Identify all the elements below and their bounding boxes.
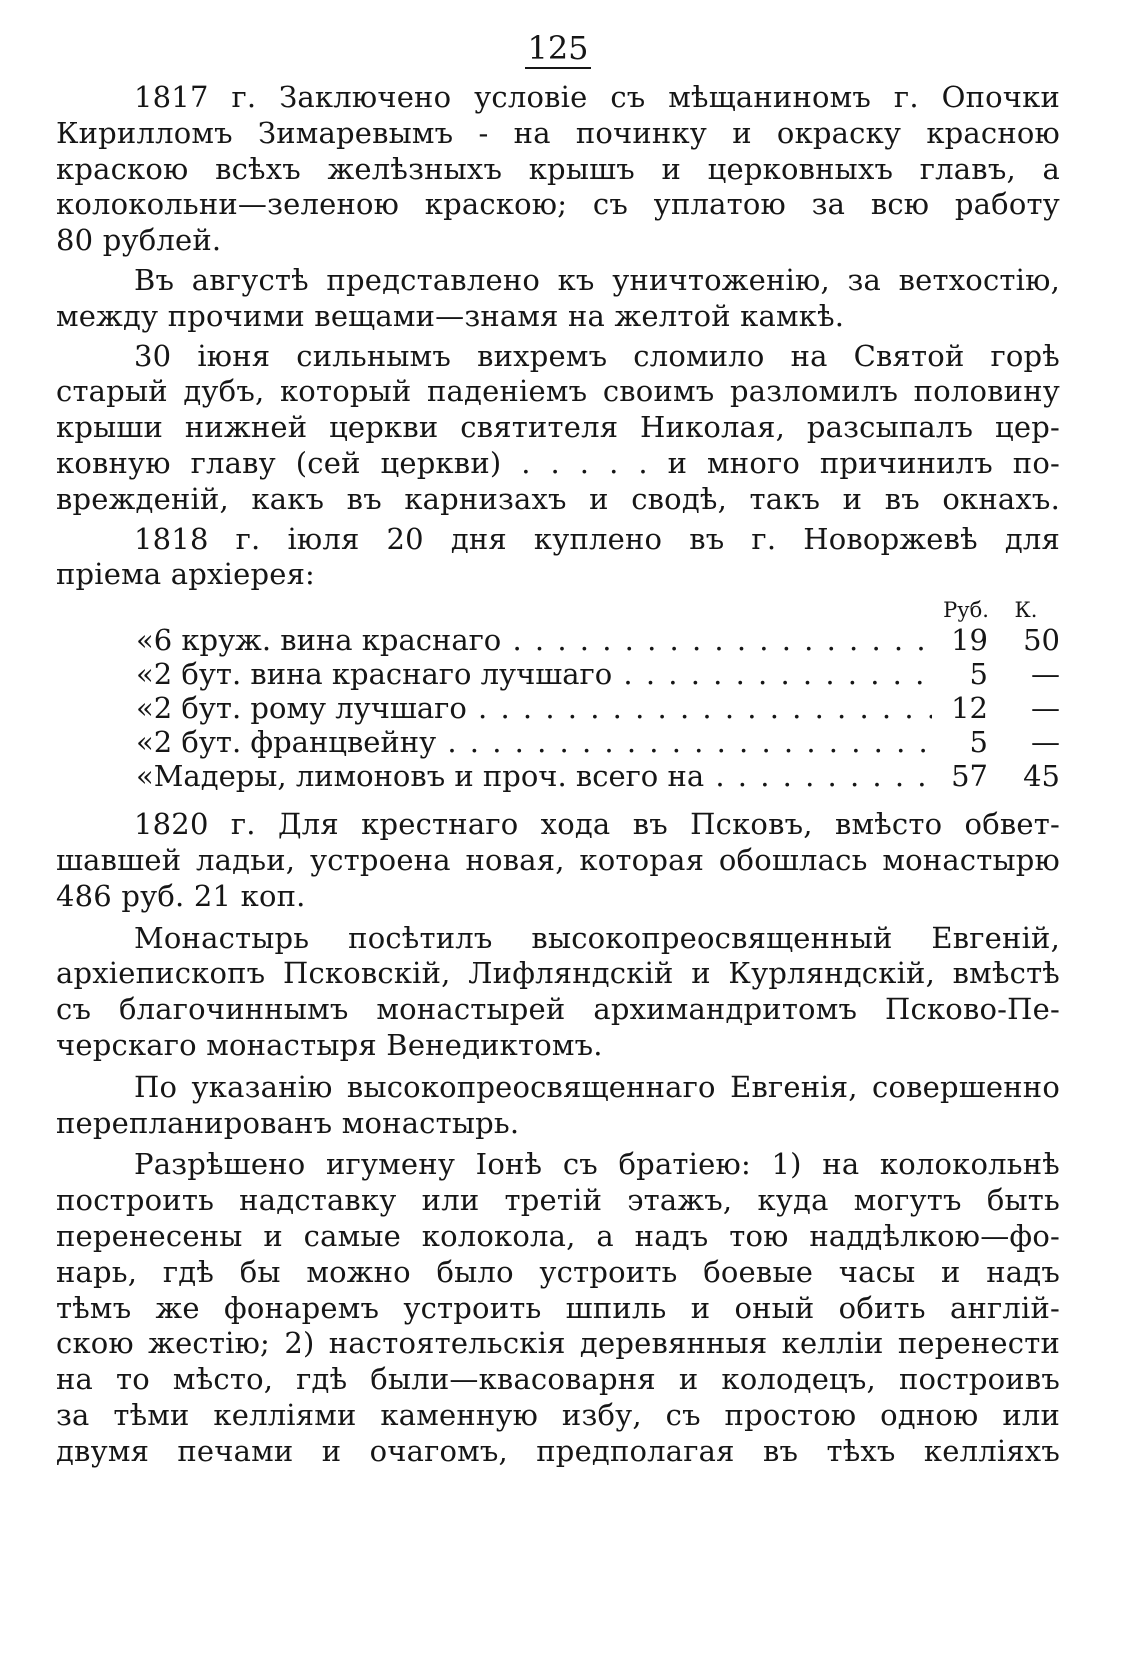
header-rub: Руб.	[943, 598, 989, 623]
purchase-row	[56, 691, 1060, 725]
header-kop: К.	[1014, 598, 1038, 623]
text-line: крыши нижней церкви святителя Николая, разсыпалъ цер-	[56, 410, 1060, 445]
text-line: черскаго монастыря Венедиктомъ.	[56, 1027, 603, 1062]
purchase-item: «6 круж. вина краснаго . .	[136, 623, 932, 657]
purchase-rub: 12	[951, 691, 988, 726]
text-line: По указанію высокопреосвященнаго Евгенія, совершенно	[134, 1069, 1060, 1104]
text-line: 1820 г. Для крестнаго хода въ Псковъ, вмѣсто обвет-	[134, 807, 1060, 842]
text-line: 30 іюня сильнымъ вихремъ сломило на Святой горѣ	[134, 338, 1060, 373]
text-line: двумя печами и очагомъ, предполагая въ тѣхъ келліяхъ	[56, 1433, 1060, 1468]
text-line: ковную главу (сей церкви) . . . . . и много причинилъ по-	[56, 445, 1060, 480]
purchase-rub: 57	[951, 759, 988, 794]
text-line: Кирилломъ Зимаревымъ - на починку и окраску красною	[56, 115, 1060, 150]
purchase-row	[56, 759, 1060, 793]
paragraph-archbishop-visit	[56, 921, 1060, 1064]
paragraph-1820-boat	[56, 807, 1060, 914]
text-line: построить надставку или третій этажъ, куда могутъ быть	[56, 1183, 1060, 1218]
text-line: между прочими вещами—знамя на желтой камкѣ.	[56, 298, 845, 333]
purchase-kop: —	[1031, 657, 1060, 692]
paragraph-permission-iona	[56, 1147, 1060, 1469]
text-line: старый дубъ, который паденіемъ своимъ разломилъ половину	[56, 374, 1060, 409]
purchase-item: «Мадеры, лимоновъ и проч. всего на . .	[136, 759, 932, 793]
purchase-kop: —	[1031, 725, 1060, 760]
purchase-item: «2 бут. рому лучшаго . .	[136, 691, 932, 725]
text-line: Монастырь посѣтилъ высокопреосвященный Евгеній,	[134, 920, 1060, 955]
purchase-table-header	[56, 597, 1060, 623]
text-line: за тѣми келліями каменную избу, съ простою одною или	[56, 1397, 1060, 1432]
text-line: шавшей ладьи, устроена новая, которая обошлась монастырю	[56, 842, 1060, 877]
text-line: краскою всѣхъ желѣзныхъ крышъ и церковныхъ главъ, а	[56, 151, 1060, 186]
purchase-item: «2 бут. францвейну . .	[136, 725, 932, 759]
paragraph-1818-purchase	[56, 522, 1060, 594]
paragraph-oak-storm	[56, 339, 1060, 518]
text-line: нарь, гдѣ бы можно было устроить боевые часы и надъ	[56, 1254, 1060, 1289]
book-page	[56, 28, 1060, 1628]
purchase-kop: 50	[1023, 623, 1060, 658]
text-line: перенесены и самые колокола, а надъ тою наддѣлкою—фо-	[56, 1218, 1060, 1253]
text-line: перепланированъ монастырь.	[56, 1105, 520, 1140]
text-line: 486 руб. 21 коп.	[56, 878, 306, 913]
paragraph-august-banner	[56, 263, 1060, 335]
text-line: на то мѣсто, гдѣ были—квасоварня и колодецъ, построивъ	[56, 1362, 1060, 1397]
text-line: тѣмъ же фонаремъ устроить шпиль и оный обить англій-	[56, 1290, 1060, 1325]
page-number-text: 125	[527, 29, 589, 67]
text-line: съ благочиннымъ монастырей архимандритомъ Псково-Пе-	[56, 992, 1060, 1027]
text-line: колокольни—зеленою краскою; съ уплатою за всю работу	[56, 187, 1060, 222]
text-line: Въ августѣ представлено къ уничтоженію, за ветхостію,	[134, 262, 1060, 297]
purchase-row	[56, 657, 1060, 691]
text-line: 80 рублей.	[56, 223, 222, 258]
purchase-rub: 5	[969, 725, 988, 760]
text-line: пріема архіерея:	[56, 557, 316, 592]
purchase-row	[56, 623, 1060, 657]
paragraph-replanning	[56, 1070, 1060, 1142]
purchase-table	[56, 597, 1060, 793]
text-line: 1818 г. іюля 20 дня куплено въ г. Новоржевѣ для	[134, 521, 1060, 556]
text-line: скою жестію; 2) настоятельскія деревянныя келліи перенести	[56, 1326, 1060, 1361]
purchase-item: «2 бут. вина краснаго лучшаго . .	[136, 657, 932, 691]
paragraph-1817-contract	[56, 80, 1060, 259]
text-line: врежденій, какъ въ карнизахъ и сводѣ, такъ и въ окнахъ.	[56, 481, 1060, 516]
purchase-rub: 5	[969, 657, 988, 692]
text-line: Разрѣшено игумену Іонѣ съ братіею: 1) на колокольнѣ	[134, 1147, 1060, 1182]
purchase-row	[56, 725, 1060, 759]
purchase-kop: 45	[1023, 759, 1060, 794]
purchase-kop: —	[1031, 691, 1060, 726]
text-line: 1817 г. Заключено условіе съ мѣщаниномъ г. Опочки	[134, 80, 1060, 114]
text-line: архіепископъ Псковскій, Лифляндскій и Курляндскій, вмѣстѣ	[56, 956, 1060, 991]
purchase-rub: 19	[951, 623, 988, 658]
page-number	[56, 28, 1060, 68]
